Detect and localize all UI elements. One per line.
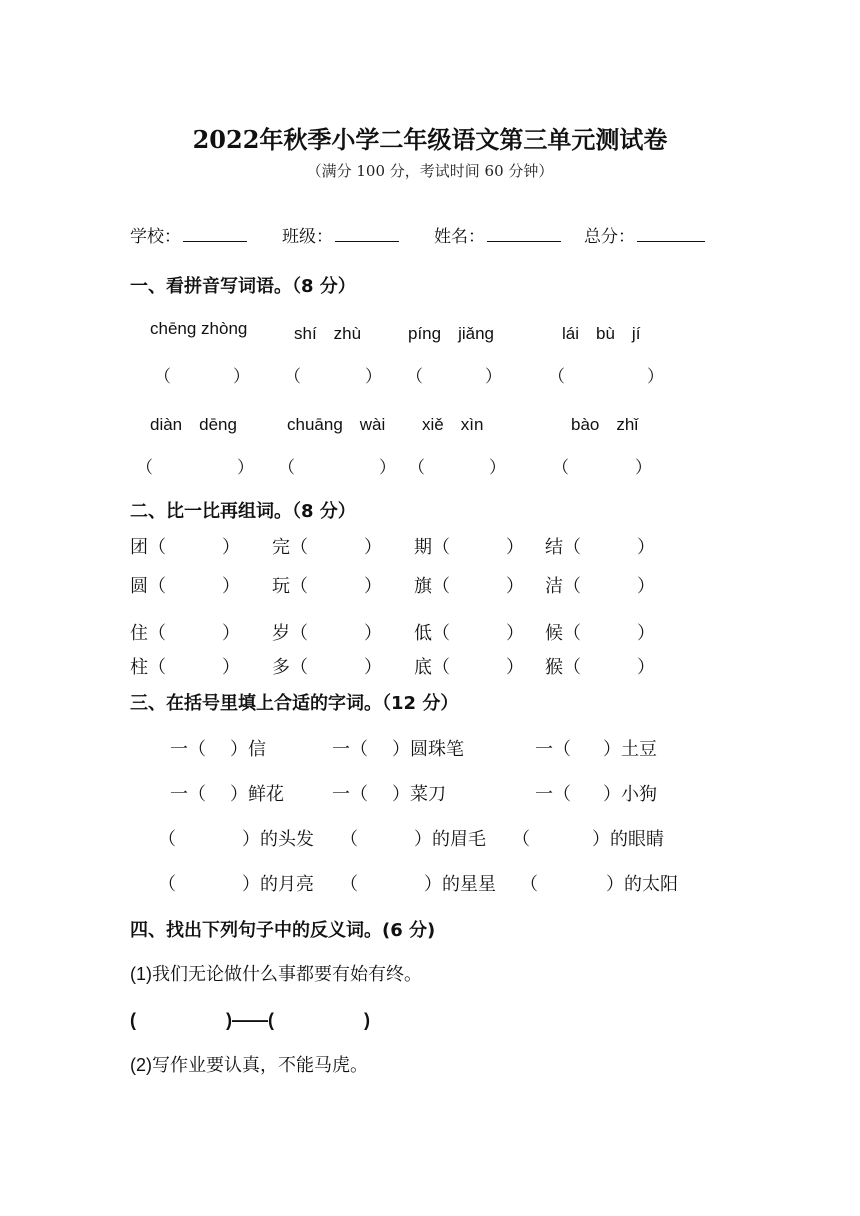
question-1: (1)我们无论做什么事都要有始有终。 bbox=[130, 964, 422, 984]
measure-word-item[interactable]: 一（ ）信 bbox=[170, 739, 266, 760]
name-blank[interactable] bbox=[487, 240, 561, 242]
measure-word-item[interactable]: 一（ ）小狗 bbox=[535, 784, 657, 805]
school-field[interactable] bbox=[130, 222, 247, 247]
pinyin-item: lái bù jí bbox=[562, 324, 641, 343]
section4-heading: 四、找出下列句子中的反义词。(6 分) bbox=[130, 920, 436, 941]
measure-word-item[interactable]: 一（ ）土豆 bbox=[535, 739, 657, 760]
pinyin-item: píng jiǎng bbox=[408, 324, 495, 343]
compare-char[interactable]: 住（ ） bbox=[130, 623, 240, 644]
compare-char[interactable]: 岁（ ） bbox=[272, 623, 382, 644]
exam-subtitle: （满分 100 分，考试时间 60 分钟） bbox=[306, 162, 554, 180]
school-label: 学校： bbox=[130, 227, 181, 247]
compare-char[interactable]: 低（ ） bbox=[414, 623, 524, 644]
class-field[interactable] bbox=[282, 222, 399, 247]
name-label: 姓名： bbox=[434, 227, 485, 247]
school-blank[interactable] bbox=[183, 240, 247, 242]
adjective-item[interactable]: （ ）的月亮 bbox=[158, 874, 314, 895]
adjective-item[interactable]: （ ）的眼睛 bbox=[512, 829, 664, 850]
section3-heading: 三、在括号里填上合适的字词。（12 分） bbox=[130, 693, 459, 714]
compare-char[interactable]: 玩（ ） bbox=[272, 576, 382, 597]
compare-char[interactable]: 柱（ ） bbox=[130, 657, 240, 678]
compare-char[interactable]: 猴（ ） bbox=[545, 657, 655, 678]
compare-char[interactable]: 完（ ） bbox=[272, 537, 382, 558]
adjective-item[interactable]: （ ）的太阳 bbox=[520, 874, 678, 895]
antonym-answer-line[interactable]: ( )——( ) bbox=[130, 1010, 370, 1030]
compare-char[interactable]: 期（ ） bbox=[414, 537, 524, 558]
question-2: (2)写作业要认真，不能马虎。 bbox=[130, 1055, 368, 1075]
measure-word-item[interactable]: 一（ ）圆珠笔 bbox=[332, 739, 464, 760]
adjective-item[interactable]: （ ）的星星 bbox=[340, 874, 496, 895]
total-blank[interactable] bbox=[637, 240, 705, 242]
compare-char[interactable]: 结（ ） bbox=[545, 537, 655, 558]
compare-char[interactable]: 洁（ ） bbox=[545, 576, 655, 597]
name-field[interactable] bbox=[434, 222, 561, 247]
pinyin-item: bào zhǐ bbox=[571, 415, 639, 434]
adjective-item[interactable]: （ ）的头发 bbox=[158, 829, 314, 850]
pinyin-item: diàn dēng bbox=[150, 415, 237, 434]
pinyin-item: xiě xìn bbox=[422, 415, 484, 434]
compare-char[interactable]: 底（ ） bbox=[414, 657, 524, 678]
class-blank[interactable] bbox=[335, 240, 399, 242]
compare-char[interactable]: 旗（ ） bbox=[414, 576, 524, 597]
section1-heading: 一、看拼音写词语。（8 分） bbox=[130, 276, 356, 297]
measure-word-item[interactable]: 一（ ）菜刀 bbox=[332, 784, 446, 805]
pinyin-item: chēng zhòng bbox=[150, 319, 248, 338]
pinyin-item: shí zhù bbox=[294, 324, 362, 343]
page-title: 2022年秋季小学二年级语文第三单元测试卷 bbox=[192, 125, 668, 154]
measure-word-item[interactable]: 一（ ）鲜花 bbox=[170, 784, 284, 805]
class-label: 班级： bbox=[282, 227, 333, 247]
total-label: 总分： bbox=[584, 227, 635, 247]
pinyin-item: chuāng wài bbox=[287, 415, 386, 434]
compare-char[interactable]: 圆（ ） bbox=[130, 576, 240, 597]
compare-char[interactable]: 候（ ） bbox=[545, 623, 655, 644]
compare-char[interactable]: 多（ ） bbox=[272, 657, 382, 678]
compare-char[interactable]: 团（ ） bbox=[130, 537, 240, 558]
total-field[interactable] bbox=[584, 222, 705, 247]
adjective-item[interactable]: （ ）的眉毛 bbox=[340, 829, 486, 850]
section2-heading: 二、比一比再组词。（8 分） bbox=[130, 501, 356, 522]
